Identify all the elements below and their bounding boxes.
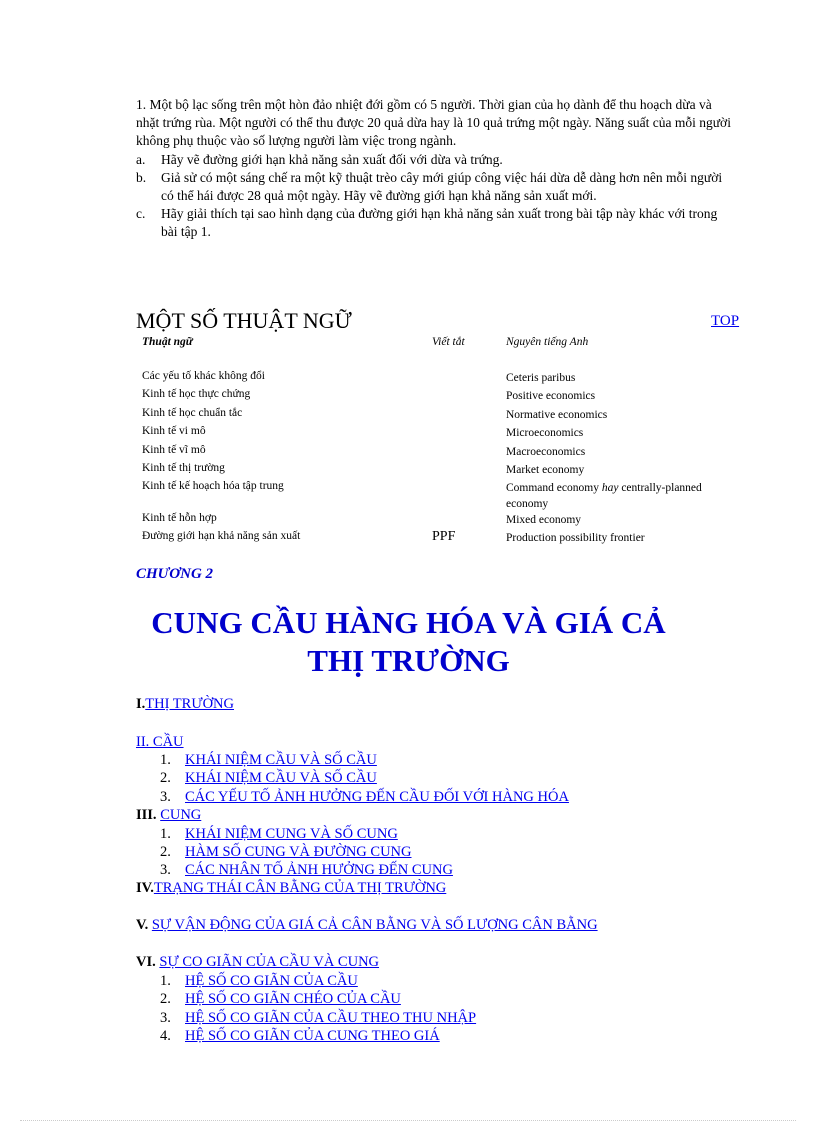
item-text: Giả sử có một sáng chế ra một kỹ thuật trèo cây mới giúp công việc hái dừa dễ dàng hơn nên mỗi người có thể hái được 28 quả một ngày. Hãy vẽ đường giới hạn khả năng sản xuất mới.: [161, 169, 723, 204]
exercise-block: [136, 96, 736, 242]
term-en: [506, 480, 746, 512]
toc-section-number: I.: [136, 696, 146, 712]
toc-link[interactable]: HỆ SỐ CO GIÃN CỦA CUNG THEO GIÁ: [185, 1028, 440, 1044]
toc-section: [136, 917, 598, 934]
toc-section: [136, 954, 379, 971]
top-link[interactable]: TOP: [711, 313, 740, 329]
term-vn: Kinh tế học thực chứng: [142, 388, 251, 400]
exercise-item: [136, 205, 736, 241]
toc-section-number: V.: [136, 917, 149, 933]
toc-section: [136, 807, 201, 824]
term-en: Mixed economy: [506, 514, 582, 526]
term-vn: Kinh tế học chuẩn tắc: [142, 407, 243, 419]
toc-subitem: 2. HÀM SỐ CUNG VÀ ĐƯỜNG CUNG: [160, 844, 412, 860]
toc-subitem: 1. HỆ SỐ CO GIÃN CỦA CẦU: [160, 973, 358, 989]
toc-subitem: 3. CÁC YẾU TỐ ẢNH HƯỞNG ĐẾN CẦU ĐỐI VỚI HÀNG HÓA: [160, 789, 569, 805]
term-vn: Kinh tế kế hoạch hóa tập trung: [142, 480, 284, 492]
term-en: Normative economics: [506, 409, 608, 421]
toc-link[interactable]: HỆ SỐ CO GIÃN CỦA CẦU THEO THU NHẬP: [185, 1010, 477, 1026]
term-en: Macroeconomics: [506, 446, 586, 458]
toc-link[interactable]: HÀM SỐ CUNG VÀ ĐƯỜNG CUNG: [185, 844, 412, 860]
toc-subitem: 4. HỆ SỐ CO GIÃN CỦA CUNG THEO GIÁ: [160, 1028, 440, 1044]
term-en: Market economy: [506, 464, 585, 476]
toc-link[interactable]: HỆ SỐ CO GIÃN CỦA CẦU: [185, 973, 358, 989]
toc-subitem: 3. HỆ SỐ CO GIÃN CỦA CẦU THEO THU NHẬP: [160, 1010, 477, 1026]
toc-section: [136, 734, 184, 751]
toc-link-van-dong[interactable]: SỰ VẬN ĐỘNG CỦA GIÁ CẢ CÂN BẰNG VÀ SỐ LƯỢNG CÂN BẰNG: [151, 917, 598, 933]
toc-link[interactable]: KHÁI NIỆM CẦU VÀ SỐ CẦU: [185, 752, 377, 768]
toc-link[interactable]: HỆ SỐ CO GIÃN CHÉO CỦA CẦU: [185, 991, 401, 1007]
term-en: Positive economics: [506, 390, 596, 402]
chapter-title: [136, 604, 681, 680]
page-divider: [20, 1120, 796, 1121]
term-en-italic: hay: [601, 482, 619, 494]
col-header-english: Nguyên tiếng Anh: [506, 336, 589, 348]
exercise-item: [136, 151, 736, 169]
term-abbr: PPF: [432, 529, 456, 544]
toc-section-number: IV.: [136, 880, 154, 896]
toc-subitem: 1. KHÁI NIỆM CẦU VÀ SỐ CẦU: [160, 752, 377, 768]
toc-link-can-bang[interactable]: TRẠNG THÁI CÂN BẰNG CỦA THỊ TRƯỜNG: [153, 880, 447, 896]
toc-subitem: 1. KHÁI NIỆM CUNG VÀ SỐ CUNG: [160, 826, 398, 842]
toc-link-co-gian[interactable]: SỰ CO GIÃN CỦA CẦU VÀ CUNG: [159, 954, 380, 970]
toc-section-number: VI.: [136, 954, 156, 970]
toc-link[interactable]: CÁC YẾU TỐ ẢNH HƯỞNG ĐẾN CẦU ĐỐI VỚI HÀNG HÓA: [185, 789, 569, 805]
term-en: Ceteris paribus: [506, 372, 576, 384]
toc-section-number: III.: [136, 807, 157, 823]
term-vn: Các yếu tố khác không đổi: [142, 370, 265, 382]
toc-subitem: 2. HỆ SỐ CO GIÃN CHÉO CỦA CẦU: [160, 991, 401, 1007]
toc-link[interactable]: KHÁI NIỆM CẦU VÀ SỐ CẦU: [185, 770, 377, 786]
exercise-item: [136, 169, 736, 205]
chapter-title-line: CUNG CẦU HÀNG HÓA VÀ GIÁ CẢ: [151, 605, 666, 640]
toc-link-cau[interactable]: II. CẦU: [136, 734, 184, 750]
toc-section: [136, 696, 234, 713]
toc-link[interactable]: CÁC NHÂN TỐ ẢNH HƯỞNG ĐẾN CUNG: [185, 862, 453, 878]
chapter-title-line: THỊ TRƯỜNG: [307, 643, 510, 678]
toc-link-cung[interactable]: CUNG: [160, 807, 202, 823]
toc-subitem: 3. CÁC NHÂN TỐ ẢNH HƯỞNG ĐẾN CUNG: [160, 862, 453, 878]
item-label: a.: [136, 151, 146, 167]
term-en-part: centrally-planned economy: [506, 482, 702, 510]
item-label: c.: [136, 206, 146, 222]
toc-link-thi-truong[interactable]: THỊ TRƯỜNG: [145, 696, 234, 712]
term-en: Microeconomics: [506, 427, 584, 439]
terms-heading: MỘT SỐ THUẬT NGỮ: [136, 308, 352, 333]
term-en-part: Command economy: [506, 482, 602, 494]
item-text: Hãy vẽ đường giới hạn khả năng sản xuất đối với dừa và trứng.: [161, 151, 503, 167]
toc-section: [136, 880, 446, 897]
term-vn: Kinh tế hỗn hợp: [142, 512, 217, 524]
toc-subitem: 2. KHÁI NIỆM CẦU VÀ SỐ CẦU: [160, 770, 377, 786]
item-text: Hãy giải thích tại sao hình dạng của đường giới hạn khả năng sản xuất trong bài tập này khác với trong bài tập 1.: [161, 206, 718, 240]
item-label: b.: [136, 169, 147, 185]
term-vn: Kinh tế thị trường: [142, 462, 225, 474]
toc-link[interactable]: KHÁI NIỆM CUNG VÀ SỐ CUNG: [185, 826, 398, 842]
col-header-term: Thuật ngữ: [142, 336, 193, 348]
term-vn: Kinh tế vĩ mô: [142, 444, 206, 456]
exercise-intro: 1. Một bộ lạc sống trên một hòn đảo nhiệt đới gồm có 5 người. Thời gian của họ dành để thu hoạch dừa và nhặt trứng rùa. Một người có thể thu được 20 quả dừa hay là 10 quả trứng một ngày. Năng suất của mỗi người không phụ thuộc vào số lượng người làm việc trong ngành.: [136, 97, 731, 149]
term-en: Production possibility frontier: [506, 532, 645, 544]
term-vn: Kinh tế vi mô: [142, 425, 206, 437]
term-vn: Đường giới hạn khả năng sản xuất: [142, 530, 301, 542]
chapter-label: CHƯƠNG 2: [136, 566, 214, 582]
col-header-abbr: Viết tắt: [432, 336, 465, 348]
